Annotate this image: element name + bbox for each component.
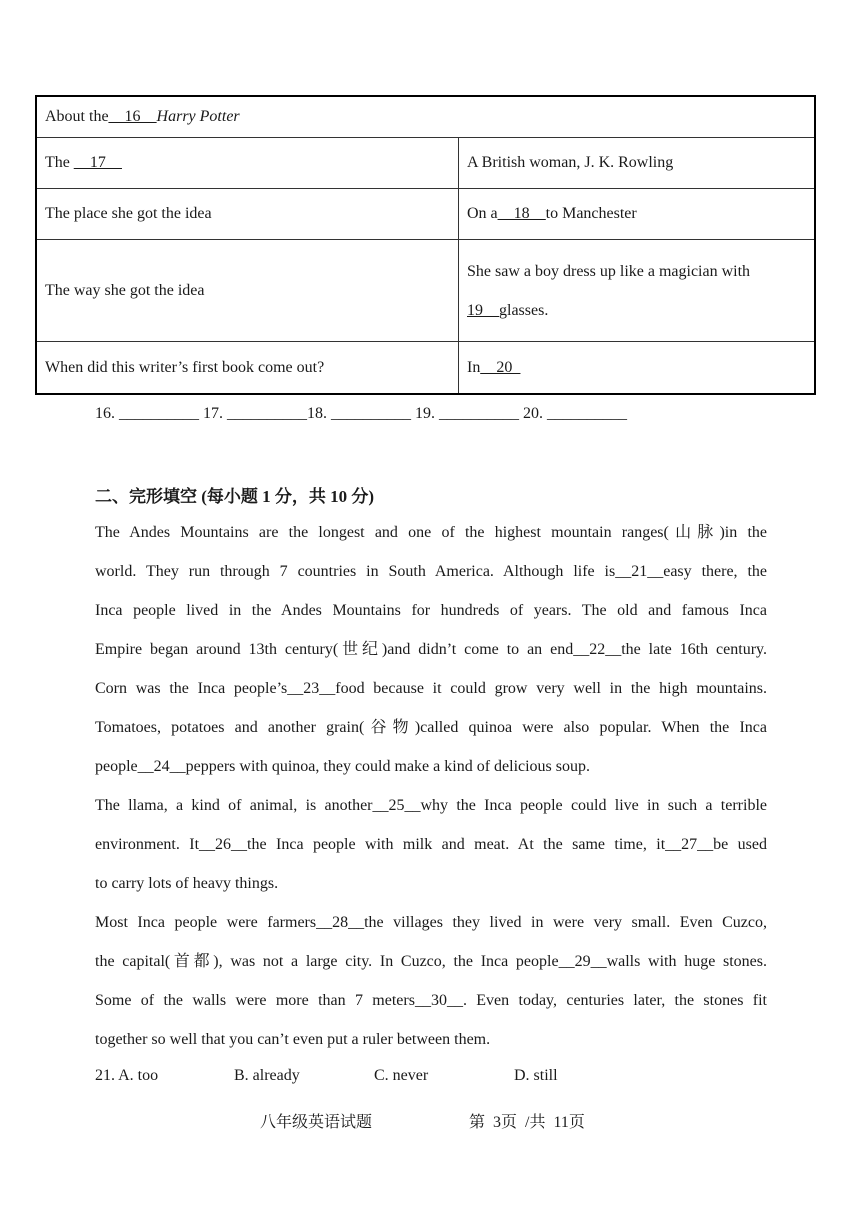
cell-text: to Manchester [545, 205, 637, 222]
blank-19: 19__ [467, 301, 499, 319]
table-row [36, 342, 815, 395]
table-cell [36, 240, 459, 342]
passage-line: together so well that you can’t even put a ruler between them. [95, 1031, 491, 1048]
footer-page-number: 第 3页 /共 11页 [469, 1114, 585, 1131]
passage-line: to carry lots of heavy things. [95, 875, 279, 892]
passage-line: Some of the walls were more than 7 meters__30__. Even today, centuries later, the stones fit [95, 992, 767, 1009]
passage-line: Corn was the Inca people’s__23__food because it could grow very well in the high mountains. [95, 680, 767, 697]
table-cell [459, 240, 816, 342]
option-a: 21. A. too [95, 1067, 159, 1084]
table-cell [36, 189, 459, 240]
table-cell [459, 189, 816, 240]
footer-subject: 八年级英语试题 [260, 1114, 373, 1131]
option-c: C. never [374, 1067, 429, 1084]
passage-line: the capital(首都), was not a large city. In Cuzco, the Inca people__29__walls with huge stones. [95, 953, 767, 970]
cell-text: The [45, 154, 74, 171]
table-cell [459, 138, 816, 189]
passage-line: Tomatoes, potatoes and another grain(谷物)called quinoa were also popular. When the Inca [95, 719, 767, 736]
passage-line: people__24__peppers with quinoa, they could make a kind of delicious soup. [95, 758, 591, 775]
passage-line: The Andes Mountains are the longest and one of the highest mountain ranges(山脉)in the [95, 524, 767, 541]
cell-text: glasses. [499, 301, 549, 319]
cell-text: On a [467, 205, 498, 222]
info-table [35, 95, 816, 395]
section-heading [95, 482, 374, 507]
blank-16: __16__ [108, 108, 157, 125]
passage-line: Most Inca people were farmers__28__the villages they lived in were very small. Even Cuzco, [95, 914, 767, 931]
cell-text: In [467, 358, 481, 376]
passage-line: world. They run through 7 countries in South America. Although life is__21__easy there, the [95, 563, 767, 580]
cell-text: The place she got the idea [45, 205, 212, 222]
option-d: D. still [514, 1067, 558, 1084]
passage-line: environment. It__26__the Inca people with milk and meat. At the same time, it__27__be used [95, 836, 767, 853]
section-title: 二、完形填空 [95, 487, 197, 507]
option-b: B. already [234, 1067, 300, 1084]
book-title: Harry Potter [156, 108, 240, 125]
blank-17: __17__ [73, 154, 122, 171]
table-cell [36, 138, 459, 189]
table-row [36, 189, 815, 240]
answer-blanks-16-20: 16. __________ 17. __________18. __________ 19. __________ 20. __________ [95, 405, 627, 422]
table-cell [36, 96, 815, 138]
passage-line: Inca people lived in the Andes Mountains for hundreds of years. The old and famous Inca [95, 602, 767, 619]
cloze-passage [95, 513, 767, 1059]
section-score: (每小题 1 分，共 10 分) [197, 487, 375, 506]
cell-text: About the [45, 108, 109, 125]
table-row [36, 240, 815, 342]
passage-line: Empire began around 13th century(世纪)and didn’t come to an end__22__the late 16th century. [95, 641, 767, 658]
table-row [36, 96, 815, 138]
table-cell [459, 342, 816, 395]
blank-20: __20_ [480, 358, 521, 376]
cell-text: When did this writer’s first book come out? [45, 358, 325, 376]
table-row [36, 138, 815, 189]
blank-18: __18__ [497, 205, 546, 222]
cell-text: The way she got the idea [45, 281, 205, 299]
passage-line: The llama, a kind of animal, is another__25__why the Inca people could live in such a terrible [95, 797, 767, 814]
table-cell [36, 342, 459, 395]
cell-text: A British woman, J. K. Rowling [467, 154, 674, 171]
cell-text: She saw a boy dress up like a magician with [467, 262, 751, 280]
